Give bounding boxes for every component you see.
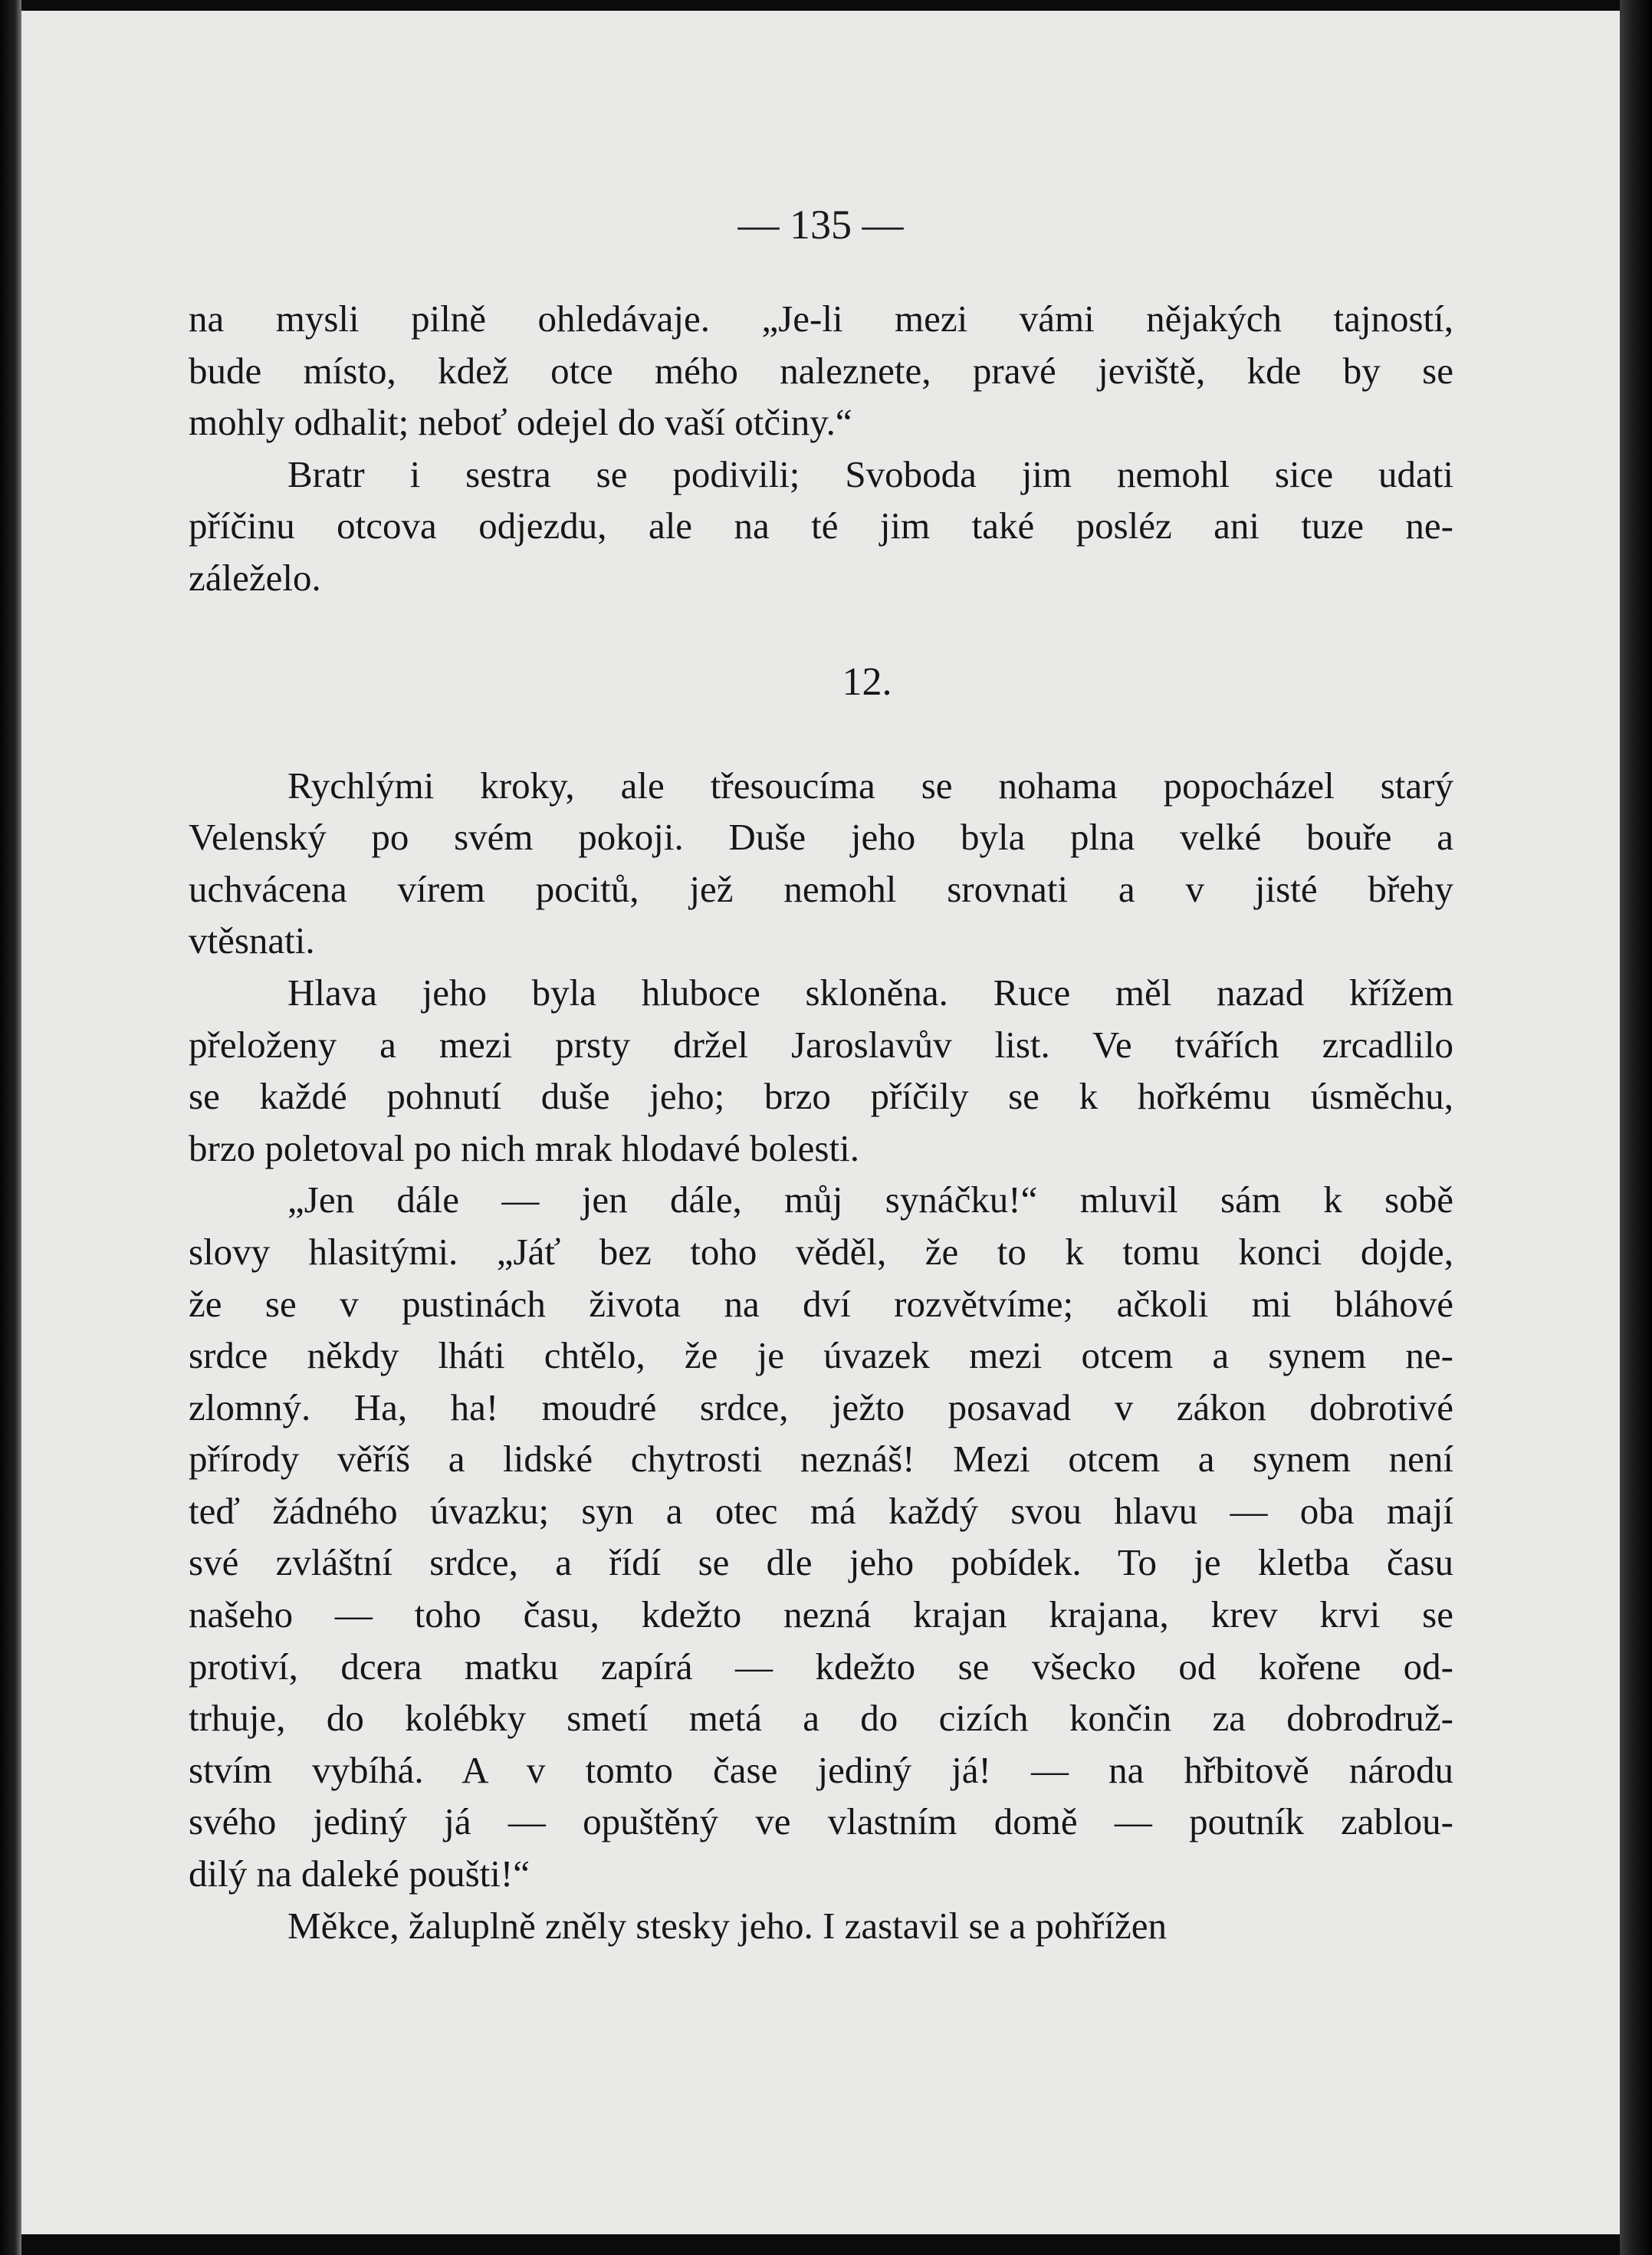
book-page [21, 11, 1620, 2234]
binding-edge [0, 0, 21, 2255]
text-line: protiví, dcera matku zapírá — kdežto se všecko od kořene od- [189, 1645, 1453, 1688]
text-line: záleželo. [189, 556, 321, 599]
text-line: Bratr i sestra se podivili; Svoboda jim nemohl sice udati [287, 452, 1453, 495]
text-line: teď žádného úvazku; syn a otec má každý svou hlavu — oba mají [189, 1489, 1453, 1532]
text-line: přeloženy a mezi prsty držel Jaroslavův list. Ve tvářích zrcadlilo [189, 1023, 1453, 1066]
page-number: — 135 — [737, 202, 904, 248]
page-text [189, 293, 1453, 1951]
text-line: se každé pohnutí duše jeho; brzo příčily se k hořkému úsměchu, [189, 1075, 1453, 1118]
text-line: slovy hlasitými. „Jáť bez toho věděl, že to k tomu konci dojde, [189, 1230, 1453, 1273]
text-line: příčinu otcova odjezdu, ale na té jim také posléz ani tuze ne- [189, 505, 1453, 547]
text-line: své zvláštní srdce, a řídí se dle jeho pobídek. To je kletba času [189, 1541, 1453, 1584]
text-line: brzo poletoval po nich mrak hlodavé bolesti. [189, 1126, 859, 1169]
section-number: 12. [842, 659, 892, 704]
text-line: bude místo, kdež otce mého naleznete, pravé jeviště, kde by se [189, 349, 1453, 392]
text-line: přírody věříš a lidské chytrosti neznáš! Mezi otcem a synem není [189, 1438, 1453, 1481]
right-scan-edge [1620, 0, 1652, 2255]
text-line: trhuje, do kolébky smetí metá a do cizích končin za dobrodruž- [189, 1697, 1453, 1740]
text-line: na mysli pilně ohledávaje. „Je-li mezi vámi nějakých tajností, [189, 297, 1453, 340]
text-line: Velenský po svém pokoji. Duše jeho byla plna velké bouře a [189, 816, 1453, 859]
text-line: našeho — toho času, kdežto nezná krajan krajana, krev krvi se [189, 1593, 1453, 1636]
text-line: Hlava jeho byla hluboce skloněna. Ruce měl nazad křížem [287, 971, 1453, 1014]
text-line: dilý na daleké poušti!“ [189, 1852, 530, 1895]
text-line: Rychlými kroky, ale třesoucíma se nohama popocházel starý [287, 764, 1453, 807]
text-line: Měkce, žaluplně zněly stesky jeho. I zastavil se a pohřížen [287, 1904, 1167, 1947]
text-line: „Jen dále — jen dále, můj synáčku!“ mluvil sám k sobě [287, 1178, 1453, 1221]
text-line: vtěsnati. [189, 919, 315, 962]
text-line: srdce někdy lháti chtělo, že je úvazek mezi otcem a synem ne- [189, 1334, 1453, 1377]
text-line: že se v pustinách života na dví rozvětvíme; ačkoli mi bláhové [189, 1282, 1453, 1325]
text-line: zlomný. Ha, ha! moudré srdce, ježto posavad v zákon dobrotivé [189, 1386, 1453, 1428]
text-line: mohly odhalit; neboť odejel do vaší otčiny.“ [189, 401, 852, 444]
text-line: stvím vybíhá. A v tomto čase jediný já! — na hřbitově národu [189, 1748, 1453, 1791]
text-line: svého jediný já — opuštěný ve vlastním domě — poutník zablou- [189, 1800, 1453, 1843]
text-line: uchvácena vírem pocitů, jež nemohl srovnati a v jisté břehy [189, 867, 1453, 910]
